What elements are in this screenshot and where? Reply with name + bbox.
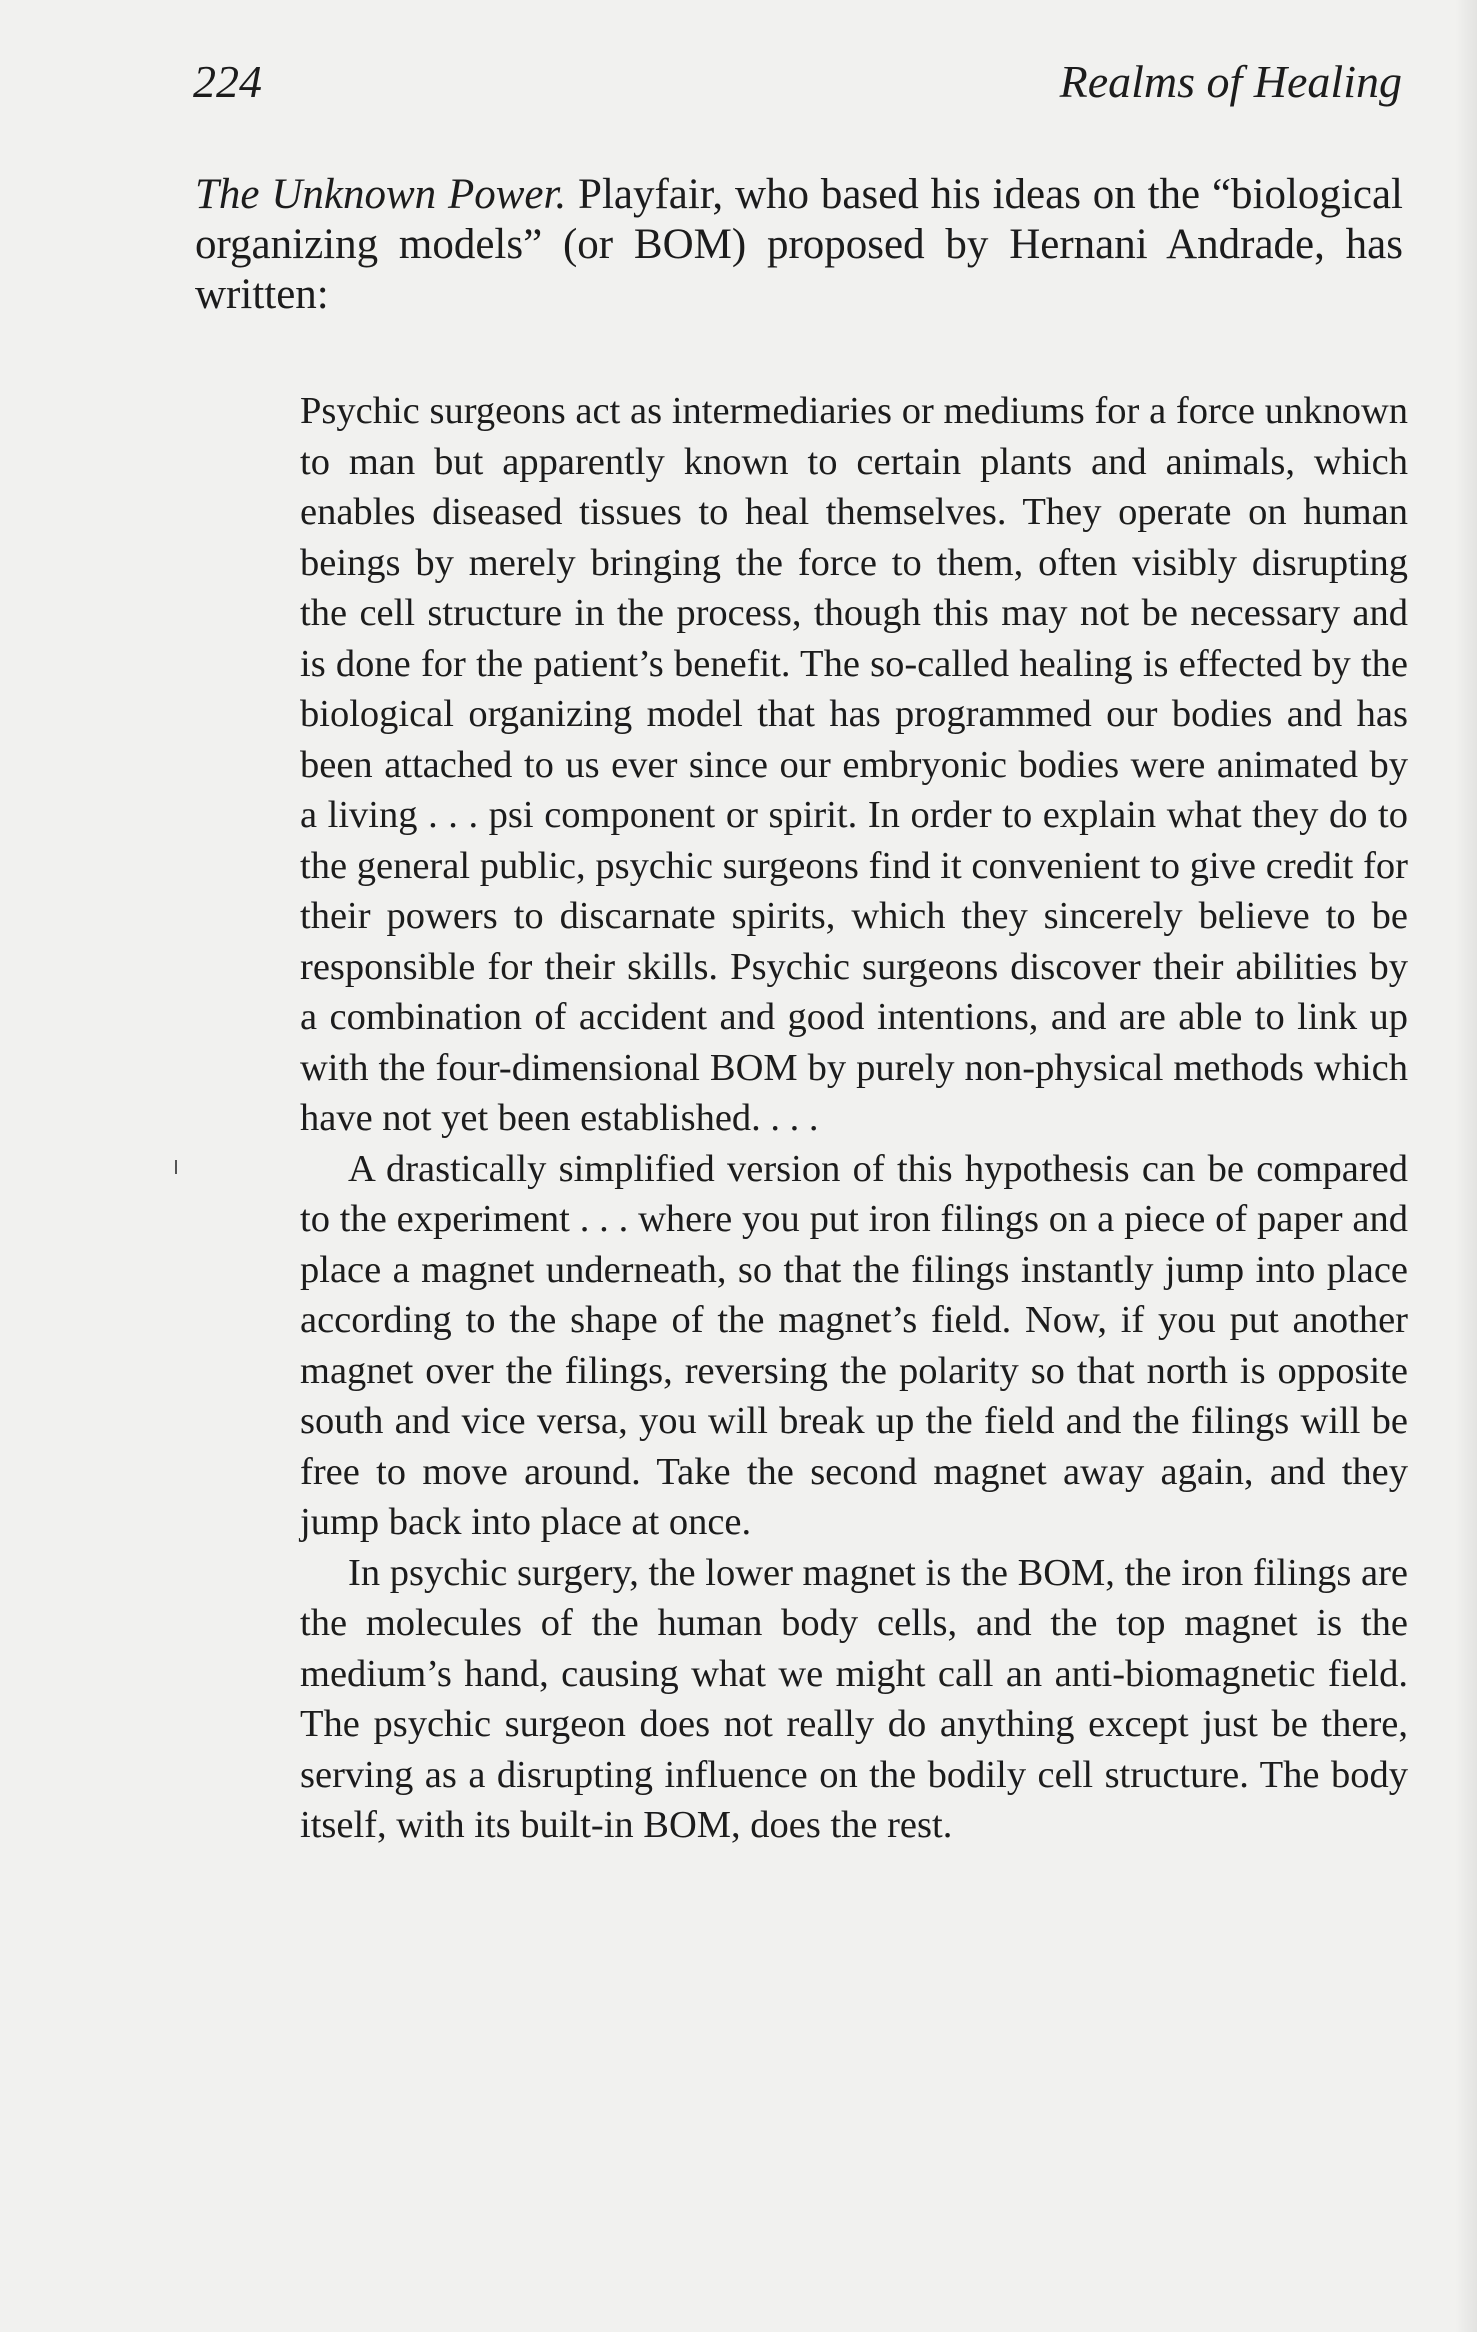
- quote-paragraph-3: In psychic surgery, the lower magnet is the BOM, the iron filings are the molecules of the human body cells, and the top magnet is the medium’s hand, causing what we might call an anti-biomagnetic field. The psychic surgeon does not really do anything except just be there, serving as a disrupting influence on the bodily cell structure. The body itself, with its built-in BOM, does the rest.: [300, 1551, 1408, 1846]
- page-header: [193, 52, 1402, 112]
- quote-paragraph-1: Psychic surgeons act as intermediaries or mediums for a force unknown to man but apparently known to certain plants and animals, which enables diseased tissues to heal themselves. They operate on human beings by merely bringing the force to them, often visibly disrupting the cell structure in the process, though this may not be necessary and is done for the patient’s benefit. The so-called healing is effected by the biological organizing model that has programmed our bodies and has been attached to us ever since our embryonic bodies were animated by a living . . . psi component or spirit. In order to explain what they do to the general public, psychic surgeons find it convenient to give credit for their powers to discarnate spirits, which they sincerely believe to be responsible for their skills. Psychic surgeons discover their abilities by a combination of accident and good intentions, and are able to link up with the four-dimensional BOM by purely non-physical methods which have not yet been established. . . .: [300, 390, 1408, 1139]
- quote-paragraph-2: A drastically simplified version of this hypothesis can be compared to the experiment . . . where you put iron filings on a piece of paper and place a magnet underneath, so that the filings instantly jump into place according to the shape of the magnet’s field. Now, if you put another magnet over the filings, reversing the polarity so that north is opposite south and vice versa, you will break up the field and the filings will be free to move around. Take the second magnet away again, and they jump back into place at once.: [300, 1147, 1408, 1543]
- margin-mark: [175, 1160, 177, 1174]
- page-number: 224: [193, 56, 262, 107]
- source-title: The Unknown Power.: [195, 171, 567, 218]
- running-head: Realms of Healing: [1059, 56, 1402, 107]
- block-quote: [300, 386, 1408, 1851]
- page-edge-shadow: [1455, 0, 1477, 2332]
- intro-paragraph: [195, 170, 1403, 320]
- intro-text: Playfair, who based his ideas on the “biological organizing models” (or BOM) proposed by Hernani Andrade, has written:: [195, 171, 1403, 318]
